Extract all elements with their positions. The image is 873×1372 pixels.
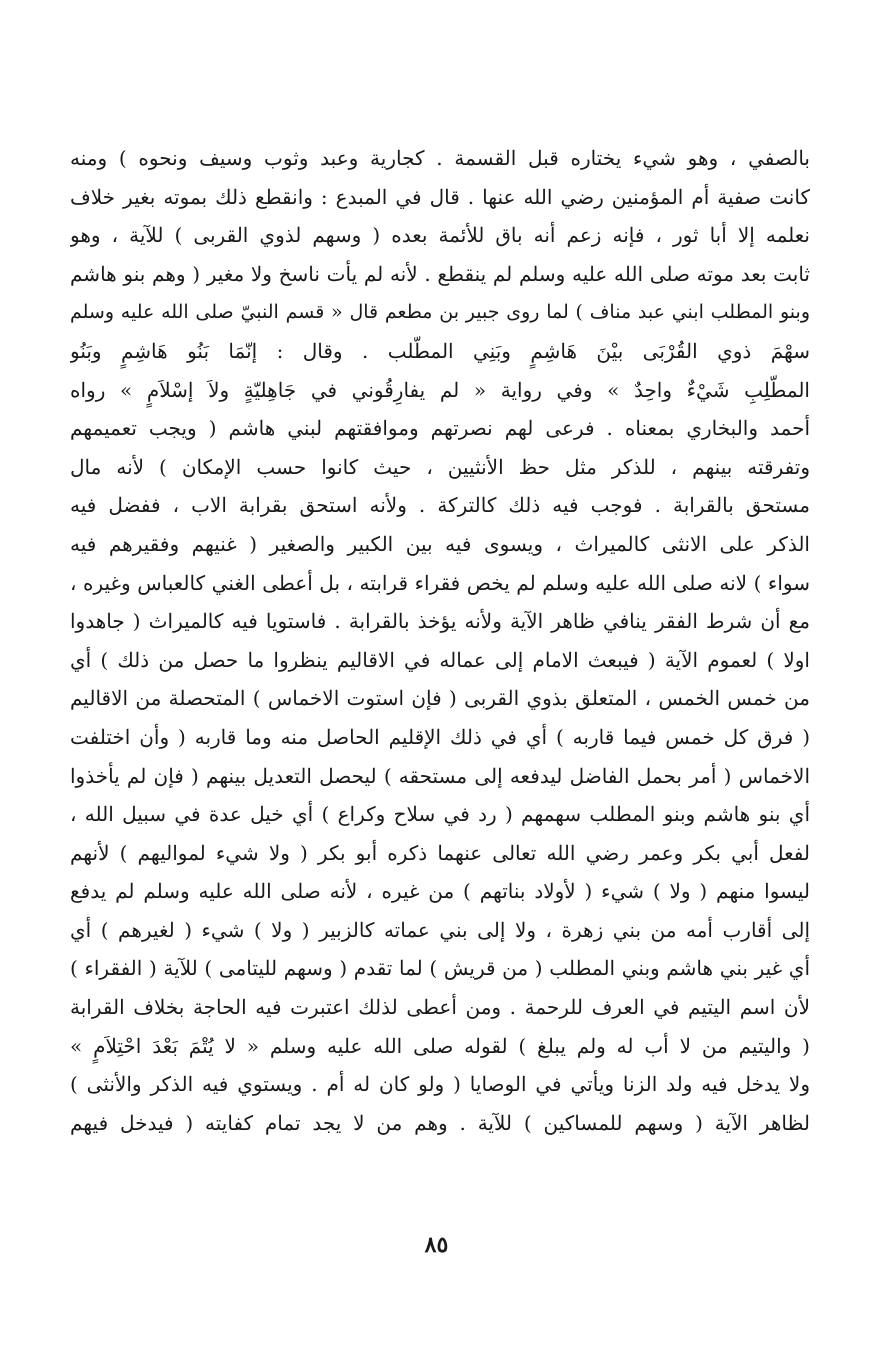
text-line: كانت صفية أم المؤمنين رضي الله عنها . قال في المبدع : وانقطع ذلك بموته بغير خلاف	[70, 184, 810, 209]
text-line: ( واليتيم من لا أب له ولم يبلغ ) لقوله صلى الله عليه وسلم « لا يُتْمَ بَعْدَ احْتِلاَمٍ »	[70, 1033, 810, 1058]
text-line: أي بنو هاشم وبنو المطلب سهمهم ( رد في سلاح وكراع ) أي خيل عدة في سبيل الله ،	[70, 802, 810, 827]
text-line: نعلمه إلا أبا ثور ، فإنه زعم أنه باق للأئمة بعده ( وسهم لذوي القربى ) للآية ، وهو	[70, 223, 810, 248]
text-line: الذكر على الانثى كالميراث ، ويسوى فيه بين الكبير والصغير ( غنيهم وفقيرهم فيه	[70, 531, 810, 556]
text-line: إلى أقارب أمه من بني زهرة ، ولا إلى بني عماته كالزبير ( ولا ) شيء ( لغيرهم ) أي	[70, 917, 810, 942]
text-line: سهْمَ ذوي القُرْبَى بيْنَ هَاشِمٍ وبَنِي المطّلب . وقال : إنّمَا بَنُو هَاشِمٍ وبَنُو	[70, 338, 810, 363]
text-line: اولا ) لعموم الآية ( فيبعث الامام إلى عماله في الاقاليم ينظروا ما حصل من ذلك ) أي	[70, 647, 810, 672]
text-line: بالصفي ، وهو شيء يختاره قبل القسمة . كجارية وعبد وثوب وسيف ونحوه ) ومنه	[70, 146, 810, 170]
text-line: لفعل أبي بكر وعمر رضي الله تعالى عنهما ذكره أبو بكر ( ولا شيء لمواليهم ) لأنهم	[70, 840, 810, 865]
text-line: ولا يدخل فيه ولد الزنا ويأتي في الوصايا ( ولو كان له أم . ويستوي فيه الذكر والأنثى )	[70, 1072, 810, 1097]
text-line: لظاهر الآية ( وسهم للمساكين ) للآية . وهم من لا يجد تمام كفايته ( فيدخل فيهم	[70, 1110, 810, 1135]
text-line: مع أن شرط الفقر ينافي ظاهر الآية ولأنه يؤخذ بالقرابة . فاستويا فيه كالميراث ( جاهدوا	[70, 609, 810, 634]
body-text	[70, 139, 810, 1142]
page-number: ٨٥	[424, 1232, 449, 1258]
text-line: من خمس الخمس ، المتعلق بذوي القربى ( فإن استوت الاخماس ) المتحصلة من الاقاليم	[70, 686, 810, 711]
text-line: ثابت بعد موته صلى الله عليه وسلم لم ينقطع . لأنه لم يأت ناسخ ولا مغير ( وهم بنو هاشم	[70, 261, 810, 286]
text-line: ( فرق كل خمس فيما قاربه ) أي في ذلك الإقليم الحاصل منه وما قاربه ( وأن اختلفت	[70, 724, 810, 749]
text-line: المطّلِبِ شَيْءٌ واحِدٌ » وفي رواية « لم يفارِقُوني في جَاهِليّةٍ ولاَ إسْلاَمٍ » رواه	[70, 377, 810, 402]
text-line: سواء ) لانه صلى الله عليه وسلم لم يخص فقراء قرابته ، بل أعطى الغني كالعباس وغيره ،	[70, 570, 810, 595]
text-line: لأن اسم اليتيم في العرف للرحمة . ومن أعطى لذلك اعتبرت فيه الحاجة بخلاف القرابة	[70, 995, 810, 1020]
text-line: الاخماس ( أمر بحمل الفاضل ليدفعه إلى مستحقه ) ليحصل التعديل بينهم ( فإن لم يأخذوا	[70, 763, 810, 788]
text-line: وتفرقته بينهم ، للذكر مثل حظ الأنثيين ، حيث كانوا حسب الإمكان ) لأنه مال	[70, 454, 810, 479]
text-line: أحمد والبخاري بمعناه . فرعى لهم نصرتهم وموافقتهم لبني هاشم ( ويجب تعميمهم	[70, 416, 810, 441]
text-line: مستحق بالقرابة . فوجب فيه ذلك كالتركة . ولأنه استحق بقرابة الاب ، ففضل فيه	[70, 493, 810, 518]
text-line: وبنو المطلب ابني عبد مناف ) لما روى جبير بن مطعم قال « قسم النبيّ صلى الله عليه وسلم	[70, 301, 810, 324]
text-line: أي غير بني هاشم وبني المطلب ( من قريش ) لما تقدم ( وسهم لليتامى ) للآية ( الفقراء )	[70, 956, 810, 981]
text-line: ليسوا منهم ( ولا ) شيء ( لأولاد بناتهم ) من غيره ، لأنه صلى الله عليه وسلم لم يدفع	[70, 879, 810, 904]
